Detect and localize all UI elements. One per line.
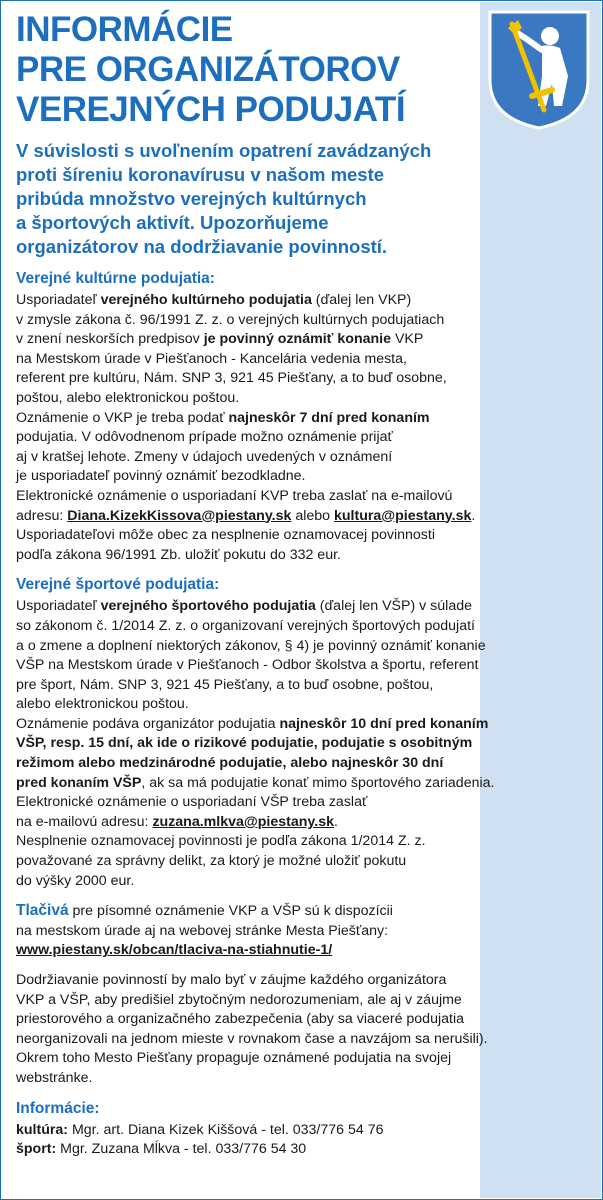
text: Oznámenie o VKP je treba podať: [16, 409, 229, 426]
text-line: podľa zákona 96/1991 Zb. uložiť pokutu do 332 eur.: [16, 546, 341, 563]
text-bold: režimom alebo medzinárodné podujatie, alebo najneskôr 30 dní: [16, 755, 444, 772]
text-line: považované za správny delikt, za ktorý je možné uložiť pokutu: [16, 853, 407, 870]
text-line: Nesplnenie oznamovacej povinnosti je podľa zákona 1/2014 Z. z.: [16, 833, 426, 850]
intro-paragraph: [16, 139, 496, 259]
email-link-culture[interactable]: kultura@piestany.sk: [334, 507, 472, 524]
title-line: INFORMÁCIE: [16, 10, 233, 49]
text-line: na mestskom úrade aj na webovej stránke Mesta Piešťany:: [16, 922, 389, 939]
intro-line: a športových aktivít. Upozorňujeme: [16, 212, 329, 233]
text-line: priestorového a organizačného zabezpečenia (aby sa viaceré podujatia: [16, 1011, 464, 1028]
page-title: [16, 10, 476, 130]
intro-line: V súvislosti s uvoľnením opatrení zavádzaných: [16, 140, 432, 161]
text-bold: je povinný oznámiť konanie: [203, 331, 392, 348]
text-bold: verejného kultúrneho podujatia: [100, 292, 312, 308]
sport-section: [16, 597, 596, 891]
text-line: pre šport, Nám. SNP 3, 921 45 Piešťany, a to buď osobne, poštou,: [16, 676, 434, 693]
text-line: VKP a VŠP, aby predišiel zbytočným nedorozumeniam, ale aj v záujme: [16, 991, 462, 1008]
text-line: Elektronické oznámenie o usporiadaní VŠP treba zaslať: [16, 794, 368, 811]
text-line: aj v kratšej lehote. Zmeny v údajoch uvedených v oznámení: [16, 448, 393, 465]
text-bold: najneskôr 10 dní pred konaním: [279, 715, 489, 732]
text-line: Okrem toho Mesto Piešťany propaguje oznámené podujatia na svojej: [16, 1050, 452, 1067]
contacts-heading: Informácie:: [16, 1099, 100, 1117]
text-line: webstránke.: [16, 1069, 93, 1086]
text: Usporiadateľ: [16, 598, 101, 615]
text: v znení neskorších predpisov: [16, 331, 204, 348]
text-line: v zmysle zákona č. 96/1991 Z. z. o verejných kultúrnych podujatiach: [16, 311, 445, 328]
main-content: [16, 10, 596, 1160]
forms-lead: Tlačivá: [16, 902, 69, 920]
text: (ďalej len VKP): [311, 292, 412, 308]
text-line: referent pre kultúru, Nám. SNP 3, 921 45 Piešťany, a to buď osobne,: [16, 370, 447, 387]
text-line: VŠP na Mestskom úrade v Piešťanoch - Odbor školstva a športu, referent: [16, 657, 479, 674]
text-line: so zákonom č. 1/2014 Z. z. o organizovaní verejných športových podujatí: [16, 617, 475, 634]
contact-culture: Mgr. art. Diana Kizek Kiššová - tel. 033/776 54 76: [68, 1121, 384, 1138]
text-bold: VŠP, resp. 15 dní, ak ide o rizikové podujatie, podujatie s osobitným: [16, 735, 473, 752]
text: .: [333, 813, 338, 830]
text-bold: pred konaním VŠP: [16, 774, 142, 791]
text: na e-mailovú adresu:: [16, 813, 153, 830]
email-link-sport[interactable]: zuzana.mlkva@piestany.sk: [152, 813, 334, 830]
contact-label-culture: kultúra:: [16, 1121, 69, 1138]
text: pre písomné oznámenie VKP a VŠP sú k dispozícii: [68, 903, 393, 920]
text: VKP: [391, 331, 424, 348]
text: , ak sa má podujatie konať mimo športového zariadenia.: [141, 774, 495, 791]
title-line: PRE ORGANIZÁTOROV: [16, 50, 400, 89]
text-line: do výšky 2000 eur.: [16, 872, 135, 889]
text: .: [471, 507, 476, 524]
text-line: je usporiadateľ povinný oznámiť bezodkladne.: [16, 468, 306, 485]
text-line: a o zmene a doplnení niektorých zákonov, § 4) je povinný oznámiť konanie: [16, 637, 486, 654]
text: Usporiadateľ: [16, 292, 101, 308]
text-line: na Mestskom úrade v Piešťanoch - Kancelária vedenia mesta,: [16, 350, 407, 367]
text-line: Elektronické oznámenie o usporiadaní KVP treba zaslať na e-mailovú: [16, 487, 453, 504]
text-bold: verejného športového podujatia: [100, 598, 316, 615]
text-line: Usporiadateľovi môže obec za nesplnenie oznamovacej povinnosti: [16, 527, 435, 544]
sport-heading: Verejné športové podujatia:: [16, 576, 220, 594]
text: adresu:: [16, 507, 68, 524]
text-line: neorganizovali na jednom mieste v rovnakom čase a navzájom sa nerušili).: [16, 1030, 488, 1047]
intro-line: organizátorov na dodržiavanie povinností.: [16, 236, 388, 257]
text-bold: najneskôr 7 dní pred konaním: [228, 409, 430, 426]
culture-section: [16, 291, 596, 565]
intro-line: pribúda množstvo verejných kultúrnych: [16, 188, 367, 209]
forms-download-link[interactable]: www.piestany.sk/obcan/tlaciva-na-stiahnutie-1/: [16, 942, 333, 959]
title-line: VEREJNÝCH PODUJATÍ: [16, 90, 406, 129]
culture-heading: Verejné kultúrne podujatia:: [16, 270, 215, 287]
contact-sport: Mgr. Zuzana Mĺkva - tel. 033/776 54 30: [56, 1141, 307, 1158]
contacts-section: [16, 1121, 596, 1160]
text: alebo: [291, 507, 334, 524]
email-link-culture-diana[interactable]: Diana.KizekKissova@piestany.sk: [67, 507, 292, 524]
closing-paragraph: [16, 971, 596, 1089]
contact-label-sport: šport:: [16, 1141, 57, 1158]
text: (ďalej len VŠP) v súlade: [315, 598, 472, 615]
text-line: Dodržiavanie povinností by malo byť v záujme každého organizátora: [16, 972, 447, 988]
text-line: podujatia. V odôvodnenom prípade možno oznámenie prijať: [16, 429, 393, 446]
text-line: alebo elektronickou poštou.: [16, 696, 189, 713]
intro-line: proti šíreniu koronavírusu v našom meste: [16, 164, 385, 185]
text-line: poštou, alebo elektronickou poštou.: [16, 389, 240, 406]
text: Oznámenie podáva organizátor podujatia: [16, 715, 280, 732]
forms-section: [16, 901, 596, 961]
